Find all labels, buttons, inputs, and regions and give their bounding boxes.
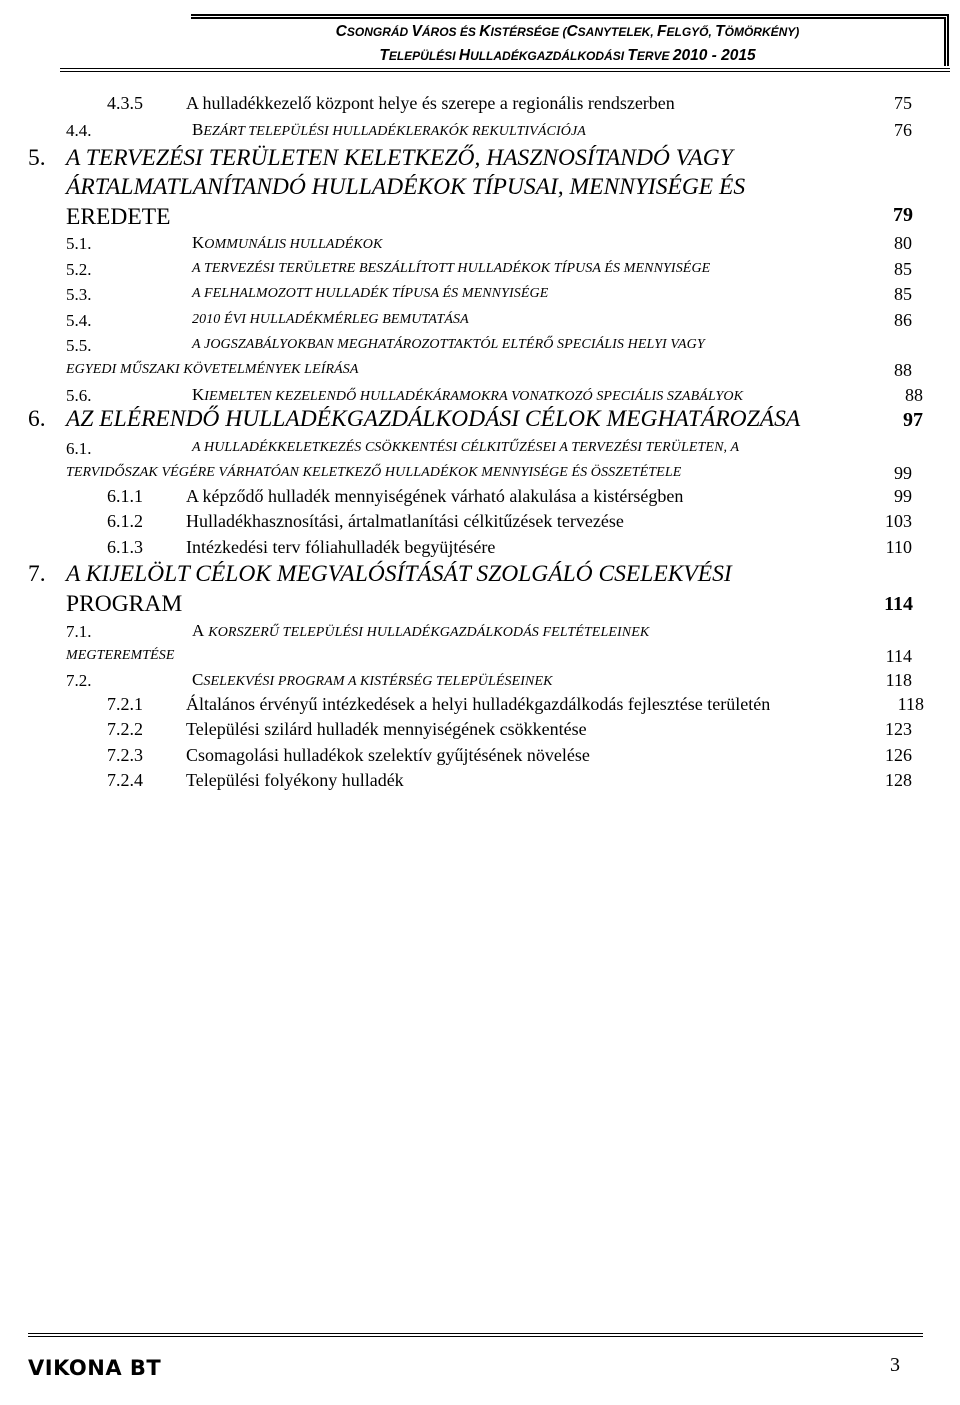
toc-page-number: 86 xyxy=(894,310,912,330)
toc-number: 5.1. xyxy=(66,234,92,253)
toc-entry-title-line2[interactable]: PROGRAM xyxy=(66,591,183,617)
toc-entry-title[interactable]: Hulladékhasznosítási, ártalmatlanítási célkitűzések tervezése xyxy=(186,511,624,531)
toc-number: 7.2.4 xyxy=(107,770,143,790)
toc-number: 7.2. xyxy=(66,671,92,690)
toc-number: 5.3. xyxy=(66,285,92,304)
footer-page-number: 3 xyxy=(890,1354,900,1376)
toc-number: 5.2. xyxy=(66,260,92,279)
toc-page-number: 103 xyxy=(885,511,912,531)
toc-entry-title-line1[interactable]: A KORSZERŰ TELEPÜLÉSI HULLADÉKGAZDÁLKODÁS FELTÉTELEINEK xyxy=(192,621,650,640)
toc-number: 5.4. xyxy=(66,311,92,330)
toc-entry-title[interactable]: A képződő hulladék mennyiségének várható alakulása a kistérségben xyxy=(186,486,684,506)
toc-page-number: 114 xyxy=(885,646,912,666)
toc-page-number: 80 xyxy=(894,233,912,253)
toc-entry-title-line1[interactable]: A KIJELÖLT CÉLOK MEGVALÓSÍTÁSÁT SZOLGÁLÓ CSELEKVÉSI xyxy=(66,561,732,587)
toc-number: 6.1.2 xyxy=(107,511,143,531)
toc-entry-title[interactable]: Települési folyékony hulladék xyxy=(186,770,404,790)
toc-entry-title-line2[interactable]: ÁRTALMATLANÍTANDÓ HULLADÉKOK TÍPUSAI, MENNYISÉGE ÉS xyxy=(66,174,746,200)
toc-entry-title[interactable]: 2010 ÉVI HULLADÉKMÉRLEG BEMUTATÁSA xyxy=(192,312,469,327)
toc-number: 6.1.3 xyxy=(107,537,143,557)
toc-entry-title[interactable]: A TERVEZÉSI TERÜLETRE BESZÁLLÍTOTT HULLADÉKOK TÍPUSA ÉS MENNYISÉGE xyxy=(192,261,711,276)
toc-page-number: 99 xyxy=(894,486,912,506)
toc-page-number: 97 xyxy=(903,409,923,431)
toc-entry-title[interactable]: Csomagolási hulladékok szelektív gyűjtésének növelése xyxy=(186,745,590,765)
toc-entry-title[interactable]: Általános érvényű intézkedések a helyi hulladékgazdálkodás fejlesztése területén xyxy=(186,694,771,714)
toc-page-number: 76 xyxy=(894,120,912,140)
header-title-line2: TELEPÜLÉSI HULLADÉKGAZDÁLKODÁSI TERVE 2010 - 2015 xyxy=(379,47,756,64)
toc-page-number: 85 xyxy=(894,284,912,304)
toc-entry-title[interactable]: KIEMELTEN KEZELENDŐ HULLADÉKÁRAMOKRA VONATKOZÓ SPECIÁLIS SZABÁLYOK xyxy=(192,385,744,404)
toc-entry-title[interactable]: CSELEKVÉSI PROGRAM A KISTÉRSÉG TELEPÜLÉSEINEK xyxy=(192,670,553,689)
toc-number: 6.1.1 xyxy=(107,486,143,506)
toc-entry-title-line1[interactable]: A HULLADÉKKELETKEZÉS CSÖKKENTÉSI CÉLKITŰZÉSEI A TERVEZÉSI TERÜLETEN, A xyxy=(192,440,740,455)
toc-page-number: 79 xyxy=(893,204,913,226)
toc-number: 6.1. xyxy=(66,439,92,458)
toc-entry-title[interactable]: AZ ELÉRENDŐ HULLADÉKGAZDÁLKODÁSI CÉLOK MEGHATÁROZÁSA xyxy=(66,406,801,432)
toc-number: 5.6. xyxy=(66,386,92,405)
toc-page-number: 123 xyxy=(885,719,912,739)
toc-number: 4.3.5 xyxy=(107,93,143,113)
toc-number: 7.2.2 xyxy=(107,719,143,739)
toc-entry-title[interactable]: A FELHALMOZOTT HULLADÉK TÍPUSA ÉS MENNYISÉGE xyxy=(192,286,549,301)
toc-entry-title[interactable]: Intézkedési terv fóliahulladék begyüjtésére xyxy=(186,537,496,557)
toc-entry-title-line2[interactable]: EGYEDI MŰSZAKI KÖVETELMÉNYEK LEÍRÁSA xyxy=(66,362,359,377)
toc-page-number: 88 xyxy=(905,385,923,405)
toc-entry-title-line1[interactable]: A TERVEZÉSI TERÜLETEN KELETKEZŐ, HASZNOSÍTANDÓ VAGY xyxy=(66,145,733,171)
toc-number: 7.2.1 xyxy=(107,694,143,714)
header-title-line1: CSONGRÁD VÁROS ÉS KISTÉRSÉGE (CSANYTELEK, FELGYŐ, TÖMÖRKÉNY) xyxy=(335,23,800,40)
footer-company-name: VIKONA BT xyxy=(28,1356,162,1380)
toc-page-number: 99 xyxy=(894,463,912,483)
toc-entry-title[interactable]: Települési szilárd hulladék mennyiségének csökkentése xyxy=(186,719,587,739)
toc-number: 7.1. xyxy=(66,622,92,641)
toc-page-number: 110 xyxy=(885,537,912,557)
toc-entry-title[interactable]: A hulladékkezelő központ helye és szerepe a regionális rendszerben xyxy=(186,93,675,113)
toc-number: 5.5. xyxy=(66,336,92,355)
toc-page-number: 85 xyxy=(894,259,912,279)
toc-number: 4.4. xyxy=(66,121,92,140)
toc-number: 5. xyxy=(28,145,46,171)
toc-entry-title[interactable]: BEZÁRT TELEPÜLÉSI HULLADÉKLERAKÓK REKULTIVÁCIÓJA xyxy=(192,120,586,139)
toc-entry-title-line2[interactable]: MEGTEREMTÉSE xyxy=(66,648,175,663)
toc-page-number: 75 xyxy=(894,93,912,113)
toc-page-number: 128 xyxy=(885,770,912,790)
toc-page-number: 118 xyxy=(897,694,924,714)
toc-entry-title[interactable]: KOMMUNÁLIS HULLADÉKOK xyxy=(192,233,383,252)
toc-page-number: 114 xyxy=(884,593,913,615)
toc-entry-title-line2[interactable]: TERVIDŐSZAK VÉGÉRE VÁRHATÓAN KELETKEZŐ HULLADÉKOK MENNYISÉGE ÉS ÖSSZETÉTELE xyxy=(66,465,682,480)
toc-page-number: 88 xyxy=(894,360,912,380)
toc-page-number: 118 xyxy=(885,670,912,690)
toc-page-number: 126 xyxy=(885,745,912,765)
toc-number: 6. xyxy=(28,406,46,432)
footer-divider xyxy=(28,1333,923,1337)
toc-number: 7.2.3 xyxy=(107,745,143,765)
toc-number: 7. xyxy=(28,561,46,587)
toc-entry-title-line3[interactable]: EREDETE xyxy=(66,204,171,230)
toc-entry-title-line1[interactable]: A JOGSZABÁLYOKBAN MEGHATÁROZOTTAKTÓL ELTÉRŐ SPECIÁLIS HELYI VAGY xyxy=(192,337,705,352)
